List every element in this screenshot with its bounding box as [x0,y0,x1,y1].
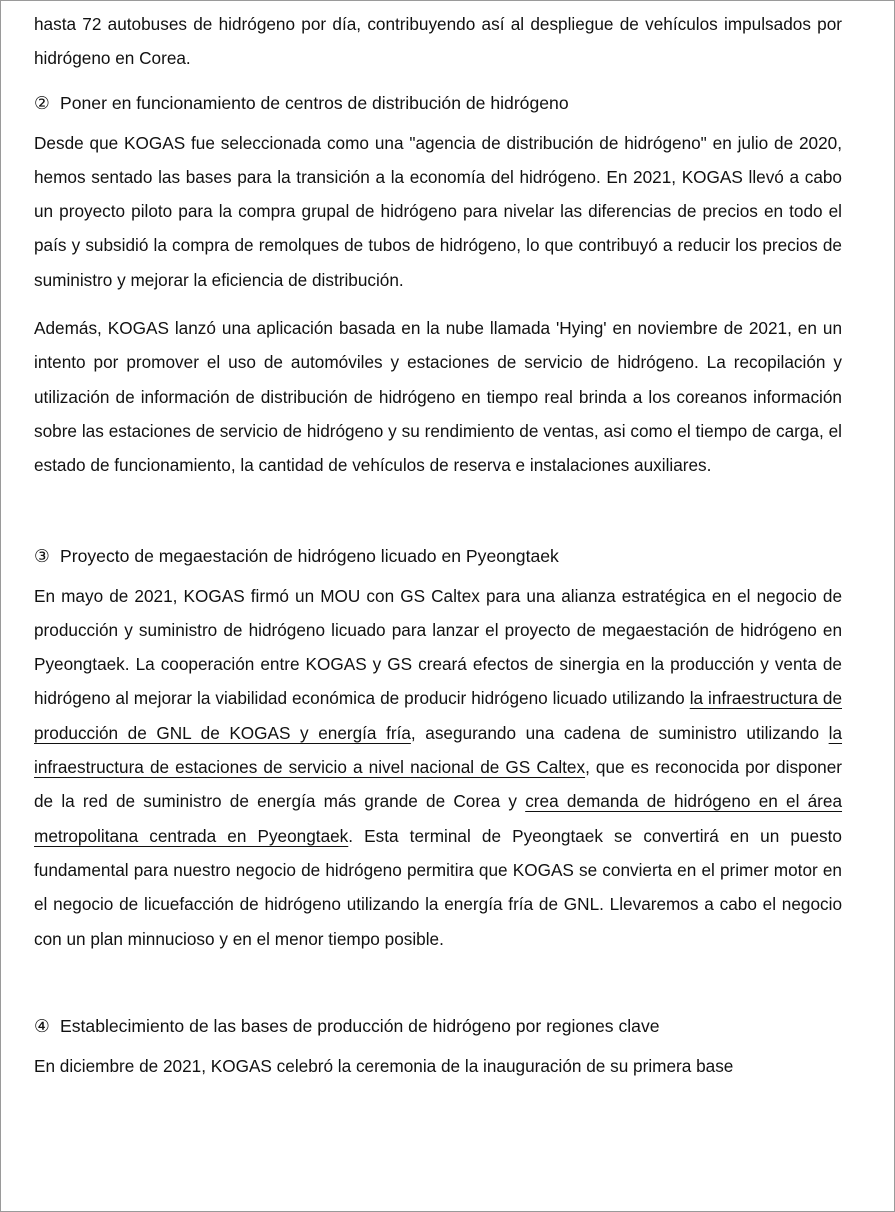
section-heading-production-bases [34,1013,842,1037]
underlined-phrase-metropolitan-demand: crea demanda de hidrógeno en el área metropolitana centrada en Pyeongtaek [34,791,843,846]
document-page [34,7,842,1097]
section-heading-pyeongtaek-megastation [34,543,842,567]
underlined-phrase-gs-caltex-stations: la infraestructura de estaciones de servicio a nivel nacional de GS Caltex [34,722,843,778]
paragraph-intro: hasta 72 autobuses de hidrógeno por día, contribuyendo así al despliegue de vehículos impulsados por hidrógeno en Corea. [34,14,842,69]
paragraph-distribution-agency: Desde que KOGAS fue seleccionada como una "agencia de distribución de hidrógeno" en julio de 2020, hemos sentado las bases para la transición a la economía del hidrógeno. En 2021, KOGAS llevó a cabo un proyecto piloto para la compra grupal de hidrógeno para nivelar las diferencias de precios en todo el país y subsidió la compra de remolques de tubos de hidrógeno, lo que contribuyó a reducir los precios de suministro y mejorar la eficiencia de distribución. [34,132,842,290]
section-title: Proyecto de megaestación de hidrógeno licuado en Pyeongtaek [60,545,559,566]
section-spacer [34,497,842,543]
underlined-phrase-kogas-infrastructure: la infraestructura de producción de GNL de KOGAS y energía fría [34,688,842,743]
paragraph-text: , que es reconocida por disponer de la red de suministro de energía más grande de Corea y [34,757,842,812]
paragraph-gs-caltex-mou [34,579,842,956]
section-number: ④ [34,1015,50,1036]
paragraph-hying-app: Además, KOGAS lanzó una aplicación basada en la nube llamada 'Hying' en noviembre de 2021, en un intento por promover el uso de automóviles y estaciones de servicio de hidrógeno. La recopilación y utilización de información de distribución de hidrógeno en tiempo real brinda a los coreanos información sobre las estaciones de servicio de hidrógeno y su rendimiento de ventas, asi como el tiempo de carga, el estado de funcionamiento, la cantidad de vehículos de reserva e instalaciones auxiliares. [34,318,842,476]
paragraph-text: En mayo de 2021, KOGAS firmó un MOU con GS Caltex para una alianza estratégica en el negocio de producción y suministro de hidrógeno licuado para lanzar el proyecto de megaestación de hidrógeno en Pyeongtaek. La cooperación entre KOGAS y GS creará efectos de sinergia en la producción y venta de hidrógeno al mejorar la viabilidad económica de producir hidrógeno licuado utilizando [34,585,842,709]
section-number: ③ [34,545,50,566]
paragraph-first-base-ceremony: En diciembre de 2021, KOGAS celebró la ceremonia de la inauguración de su primera base [34,1055,734,1076]
section-number: ② [34,92,50,113]
section-title: Establecimiento de las bases de producción de hidrógeno por regiones clave [60,1015,660,1036]
section-title: Poner en funcionamiento de centros de distribución de hidrógeno [60,92,569,113]
paragraph-text: , asegurando una cadena de suministro utilizando [410,722,829,743]
section-heading-distribution-centers [34,90,842,114]
paragraph-text: . Esta terminal de Pyeongtaek se convertirá en un puesto fundamental para nuestro negocio de hidrógeno permitira que KOGAS se convierta en el primer motor en el negocio de licuefacción de hidrógeno utilizando la energía fría de GNL. Llevaremos a cabo el negocio con un plan minnucioso y en el menor tiempo posible. [34,825,842,949]
section-spacer [34,970,842,1013]
